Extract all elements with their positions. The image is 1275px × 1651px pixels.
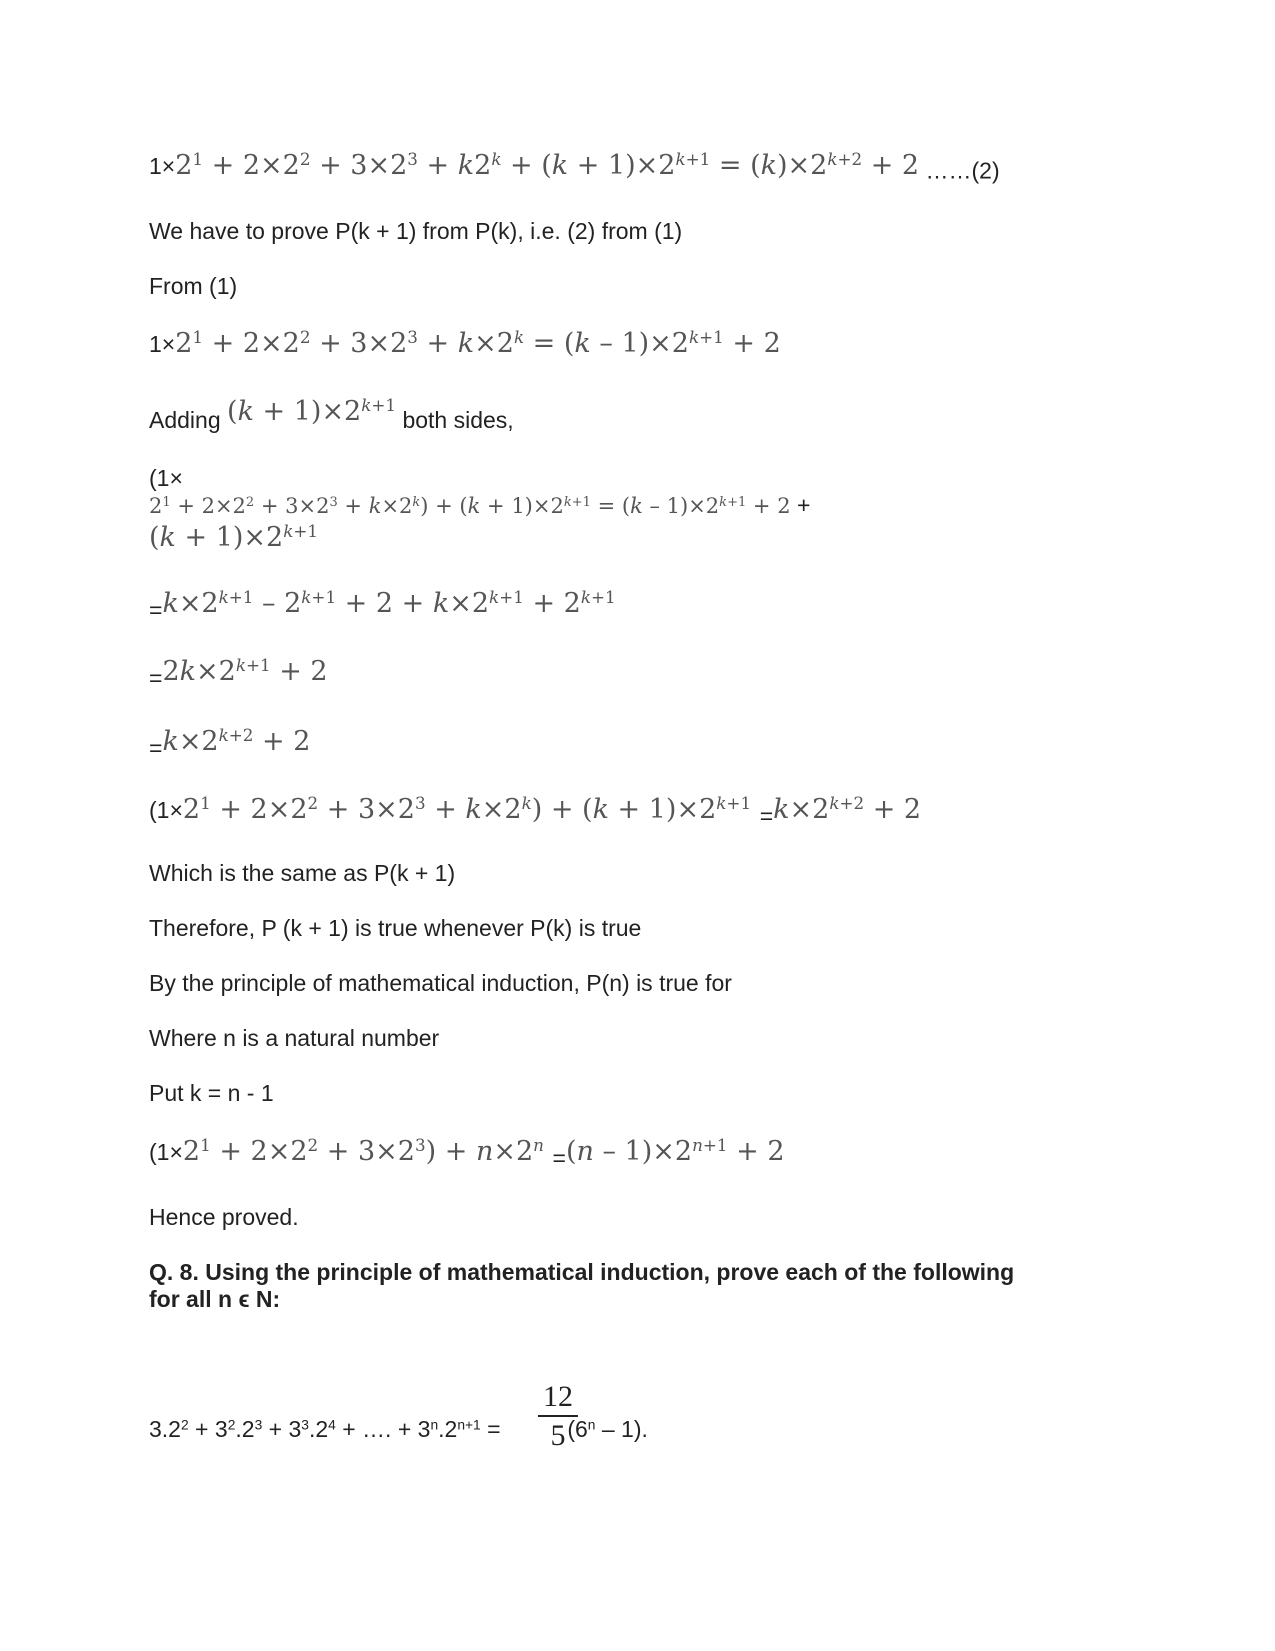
principle-text: By the principle of mathematical induction, P(n) is true for bbox=[149, 970, 732, 996]
step-3: $=k\times 2^{k+2} + 2$ bbox=[149, 724, 311, 761]
step-2: $=2k\times 2^{k+1} + 2$ bbox=[149, 654, 328, 691]
prove-text: We have to prove P(k + 1) from P(k), i.e. (2) from (1) bbox=[149, 218, 683, 244]
same-as-text: Which is the same as P(k + 1) bbox=[149, 860, 456, 886]
fraction-denominator: 5 bbox=[550, 1419, 566, 1452]
result-equation: $(1\times 2^1 + 2\times 2^2 + 3\times 2^3 + k\times 2^k) + (k + 1)\times 2^{k+1} =k\times 2^{k+2} + 2$ bbox=[149, 792, 922, 829]
step-1: $=k\times 2^{k+1} - 2^{k+1} + 2 + k\times 2^{k+1} + 2^{k+1}$ bbox=[149, 586, 616, 623]
series-rhs: (6$^n$ – 1). bbox=[567, 1416, 648, 1442]
series-equation bbox=[149, 1416, 648, 1444]
question-heading-line1: Q. 8. Using the principle of mathematical induction, prove each of the following bbox=[149, 1259, 1015, 1285]
put-text: Put k = n - 1 bbox=[149, 1080, 274, 1106]
therefore-text: Therefore, P (k + 1) is true whenever P(k) is true bbox=[149, 915, 642, 941]
sum-line-tail: $(k + 1)\times 2^{k+1}$ bbox=[149, 520, 319, 553]
adding-pre: Adding bbox=[149, 407, 221, 434]
fraction-numerator: 12 bbox=[538, 1380, 578, 1417]
question-heading-line2: for all n ϵ N: bbox=[149, 1286, 281, 1312]
from-text: From (1) bbox=[149, 273, 238, 299]
series-lhs: $3.2^2 + 3^2.2^3 + 3^3.2^4$ + …. + $3^n.2^{n+1}$ = bbox=[149, 1416, 501, 1442]
final-equation: $(1\times 2^1 + 2\times 2^2 + 3\times 2^3) + n\times 2^n =(n - 1)\times 2^{n+1} + 2$ bbox=[149, 1134, 785, 1171]
equation-1: $1\times 2^1 + 2\times 2^2 + 3\times 2^3 + k\times 2^k = (k - 1)\times 2^{k+1} + 2$ bbox=[149, 326, 781, 359]
adding-line: Adding $(k + 1)\times 2^{k+1}$ both sides, bbox=[149, 394, 514, 434]
where-text: Where n is a natural number bbox=[149, 1025, 440, 1051]
adding-post: both sides, bbox=[402, 407, 514, 434]
hence-text: Hence proved. bbox=[149, 1204, 299, 1230]
equation-2: $1\times 2^1 + 2\times 2^2 + 3\times 2^3 + k2^k + (k + 1)\times 2^{k+1} = (k)\times 2^{k+2} + 2$ ……(2) bbox=[149, 148, 1000, 184]
sum-line-body: $2^1 + 2\times 2^2 + 3\times 2^3 + k\times 2^k) + (k + 1)\times 2^{k+1} = (k - 1)\times 2^{k+1} + 2$ + bbox=[149, 492, 811, 518]
sum-line-open: (1× bbox=[149, 465, 183, 491]
